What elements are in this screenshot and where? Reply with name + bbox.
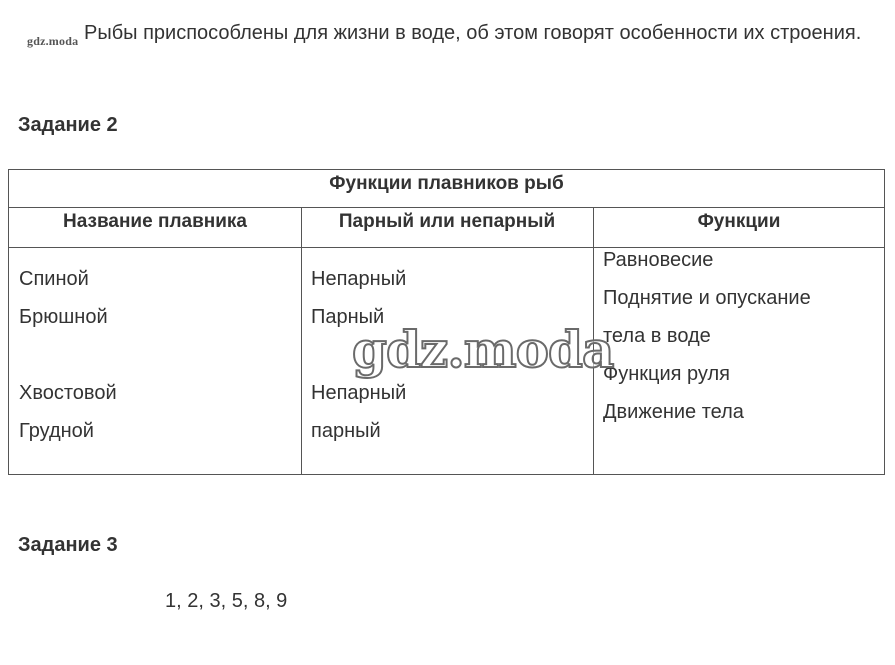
- fin-type-cell: Парный: [311, 306, 385, 328]
- task-2-heading: Задание 2: [18, 114, 118, 136]
- task-3-answer: 1, 2, 3, 5, 8, 9: [165, 590, 288, 612]
- fin-type-cell: Непарный: [311, 382, 407, 404]
- column-divider: [301, 208, 302, 474]
- fin-name-cell: Брюшной: [19, 306, 108, 328]
- task-3-heading: Задание 3: [18, 534, 118, 556]
- fin-function-cell: Поднятие и опускание: [603, 287, 811, 309]
- fin-function-cell: Равновесие: [603, 249, 714, 271]
- fin-name-cell: Спиной: [19, 268, 89, 290]
- header-fin-name: Название плавника: [63, 211, 247, 232]
- watermark-logo-large: gdz.moda: [352, 320, 614, 379]
- fin-function-cell: Функция руля: [603, 363, 730, 385]
- table-title: Функции плавников рыб: [9, 170, 884, 208]
- fin-name-cell: Грудной: [19, 420, 94, 442]
- fin-name-cell: Хвостовой: [19, 382, 117, 404]
- fin-type-cell: парный: [311, 420, 381, 442]
- table-header-row: [9, 208, 884, 248]
- watermark-logo-small: gdz.moda: [27, 34, 79, 48]
- fin-type-cell: Непарный: [311, 268, 407, 290]
- intro-paragraph: Рыбы приспособлены для жизни в воде, об этом говорят особенности их строения.: [84, 22, 862, 44]
- header-functions: Функции: [697, 211, 781, 232]
- header-paired: Парный или непарный: [338, 211, 556, 232]
- fin-function-cell: тела в воде: [603, 325, 711, 347]
- fin-function-cell: Движение тела: [603, 401, 744, 423]
